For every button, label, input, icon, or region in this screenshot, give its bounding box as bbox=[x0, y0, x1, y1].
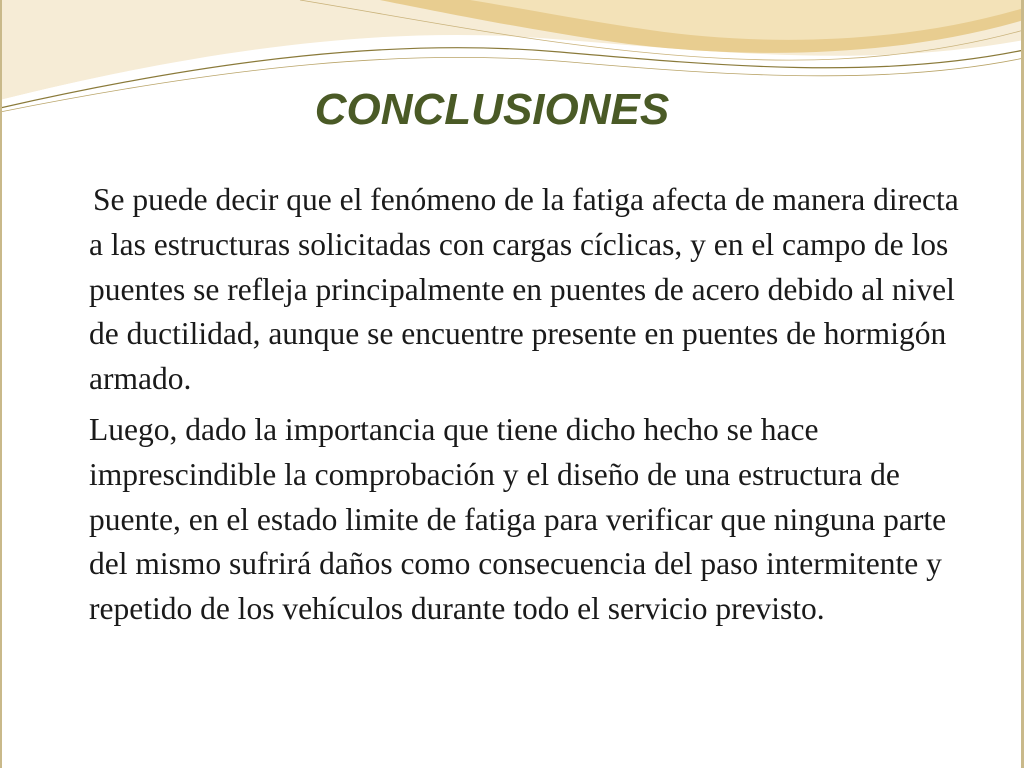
conclusion-paragraph-2: Luego, dado la importancia que tiene dicho hecho se hace imprescindible la comprobación y el diseño de una estructura de puente, en el estado limite de fatiga para verificar que ninguna parte del mismo sufrirá daños como consecuencia del paso intermitente y repetido de los vehículos durante todo el servicio previsto. bbox=[89, 411, 947, 627]
slide-title: CONCLUSIONES bbox=[314, 85, 670, 134]
slide-body bbox=[89, 178, 959, 632]
conclusion-paragraph-1: Se puede decir que el fenómeno de la fatiga afecta de manera directa a las estructuras solicitadas con cargas cíclicas, y en el campo de los puentes se refleja principalmente en puentes de acero debido al nivel de ductilidad, aunque se encuentre presente en puentes de hormigón armado. bbox=[89, 182, 959, 397]
